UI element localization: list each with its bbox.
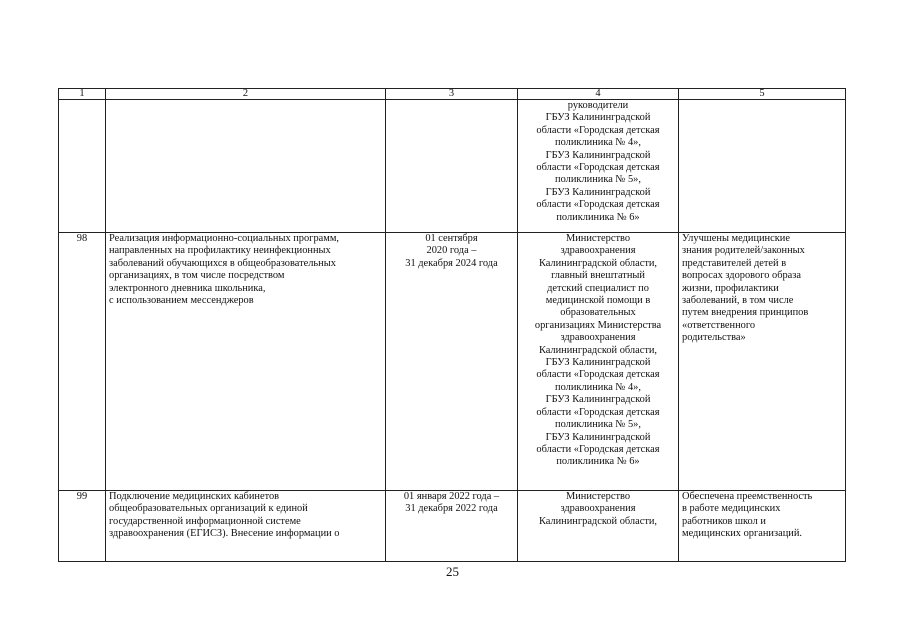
responsible-cell-line: здравоохранения [560, 503, 636, 515]
result-cell-line: Улучшены медицинские [682, 233, 790, 244]
activity-cell-line: с использованием мессенджеров [109, 295, 254, 307]
responsible-cell-line: образовательных [560, 307, 636, 319]
row-number: 99 [59, 491, 106, 562]
responsible-cell-line: области «Городская детская [536, 443, 660, 455]
responsible-cell-line: Калининградской области, [538, 515, 658, 527]
activity-cell-line: организациях, в том числе посредством [109, 270, 285, 282]
responsible-cell-line: поликлиника № 4», [555, 137, 641, 149]
activity-cell-line: направленных на профилактику неинфекционных [109, 245, 331, 257]
responsible-cell-line: Калининградской области, [538, 257, 658, 269]
table-row [59, 100, 846, 233]
responsible-cell-line: ГБУЗ Калининградской [545, 186, 651, 198]
activity-cell-line: заболеваний обучающихся в общеобразовательных [109, 257, 336, 269]
result-cell-line: родительства» [682, 332, 746, 344]
responsible-cell-line: здравоохранения [560, 332, 636, 344]
responsible-cell-line: Калининградской области, [538, 344, 658, 356]
responsible-cell-line: главный внештатный [551, 270, 645, 282]
activity-cell [106, 491, 386, 562]
activity-cell [106, 100, 386, 233]
result-cell [679, 100, 846, 233]
responsible-cell [518, 233, 679, 491]
table-header-row [59, 89, 846, 100]
result-cell-line: «ответственного [682, 319, 756, 331]
result-cell-line: вопросах здорового образа [682, 270, 802, 282]
result-cell-line: медицинских организаций. [682, 528, 802, 540]
activity-cell-line: Подключение медицинских кабинетов [109, 491, 280, 502]
activity-cell-line: Реализация информационно-социальных программ, [109, 233, 339, 244]
responsible-cell-line: поликлиника № 5», [555, 419, 641, 431]
result-cell [679, 491, 846, 562]
responsible-cell-line: поликлиника № 5», [555, 174, 641, 186]
period-cell-line: 01 сентября [425, 233, 478, 244]
activity-cell-line: общеобразовательных организаций к единой [109, 503, 308, 515]
period-cell-line: 31 декабря 2022 года [405, 503, 498, 515]
responsible-cell-line: ГБУЗ Калининградской [545, 431, 651, 443]
responsible-cell-line: области «Городская детская [536, 199, 660, 211]
activity-cell-line: государственной информационной системе [109, 515, 301, 527]
responsible-cell-line: области «Городская детская [536, 406, 660, 418]
page-number: 25 [446, 564, 459, 579]
row-number: 98 [59, 233, 106, 491]
header-col-5: 5 [679, 89, 846, 100]
responsible-cell-line: поликлиника № 6» [556, 456, 640, 468]
responsible-cell-line: ГБУЗ Калининградской [545, 357, 651, 369]
responsible-cell-line: области «Городская детская [536, 369, 660, 381]
responsible-cell-line: организациях Министерства [534, 319, 662, 331]
responsible-cell-line: области «Городская детская [536, 162, 660, 174]
result-cell-line: знания родителей/законных [682, 245, 805, 257]
period-cell-line: 2020 года – [426, 245, 477, 257]
table-row [59, 233, 846, 491]
period-cell [386, 100, 518, 233]
responsible-cell-line: области «Городская детская [536, 124, 660, 136]
result-cell-line: представителей детей в [682, 257, 787, 269]
period-cell [386, 491, 518, 562]
responsible-cell-line: ГБУЗ Калининградской [545, 112, 651, 124]
header-col-3: 3 [386, 89, 518, 100]
period-cell-line: 01 января 2022 года – [403, 491, 500, 502]
activity-cell [106, 233, 386, 491]
responsible-cell [518, 491, 679, 562]
activity-cell-line: здравоохранения (ЕГИСЗ). Внесение информации о [109, 528, 340, 540]
result-cell [679, 233, 846, 491]
result-cell-line: работников школ и [682, 515, 766, 527]
period-cell-line: 31 декабря 2024 года [405, 257, 498, 269]
period-cell [386, 233, 518, 491]
result-cell-line: в работе медицинских [682, 503, 781, 515]
responsible-cell-line: медицинской помощи в [545, 295, 651, 307]
responsible-cell-line: руководители [567, 100, 629, 111]
responsible-cell-line: детский специалист по [547, 282, 649, 294]
activity-cell-line: электронного дневника школьника, [109, 282, 266, 294]
responsible-cell [518, 100, 679, 233]
result-cell-line: заболеваний, в том числе [682, 295, 794, 307]
responsible-cell-line: поликлиника № 6» [556, 211, 640, 223]
plan-table [58, 88, 846, 562]
row-number [59, 100, 106, 233]
result-cell-line: жизни, профилактики [682, 282, 779, 294]
responsible-cell-line: Министерство [565, 233, 631, 244]
header-col-2: 2 [106, 89, 386, 100]
responsible-cell-line: поликлиника № 4», [555, 381, 641, 393]
table-row [59, 491, 846, 562]
responsible-cell-line: ГБУЗ Калининградской [545, 149, 651, 161]
header-col-4: 4 [518, 89, 679, 100]
result-cell-line: путем внедрения принципов [682, 307, 809, 319]
header-col-1: 1 [59, 89, 106, 100]
responsible-cell-line: Министерство [565, 491, 631, 502]
result-cell-line: Обеспечена преемственность [682, 491, 813, 502]
responsible-cell-line: ГБУЗ Калининградской [545, 394, 651, 406]
responsible-cell-line: здравоохранения [560, 245, 636, 257]
